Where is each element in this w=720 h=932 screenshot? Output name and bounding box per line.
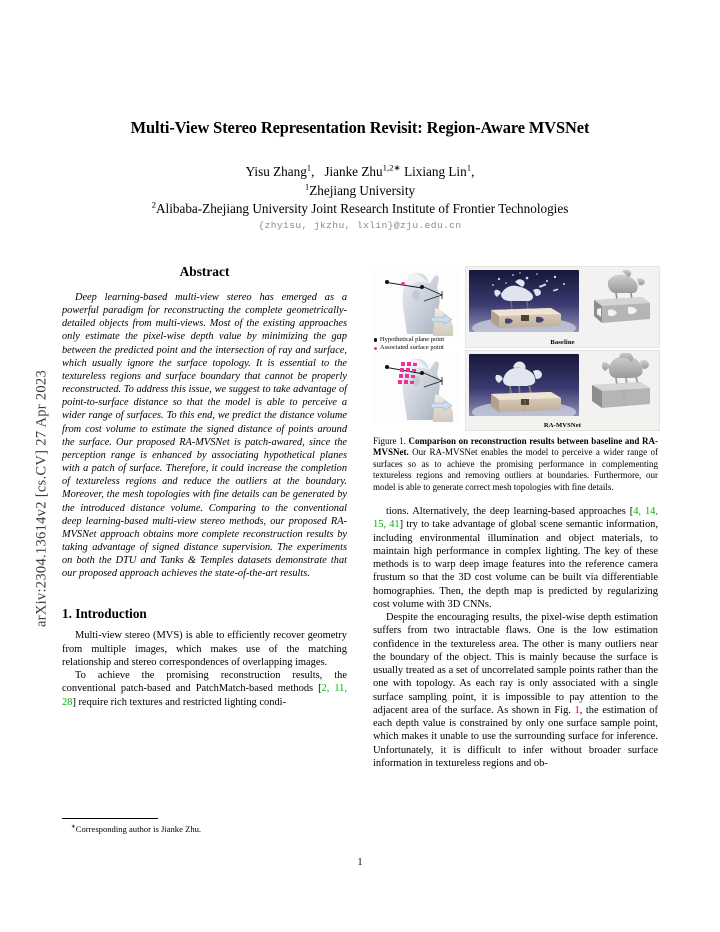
abstract-heading: Abstract <box>179 264 230 279</box>
author-jianke-zhu: Jianke Zhu <box>324 164 383 179</box>
surface-patch-point <box>400 368 404 372</box>
author-affil-marker-3: 1 <box>466 162 472 173</box>
legend-label-associated: Associated surface point <box>379 344 444 352</box>
mesh-panel-ramvsnet <box>373 352 461 424</box>
surface-patch-point <box>406 368 410 372</box>
figure-caption-body: Our RA-MVSNet enables the model to perceive a wider range of surfaces so as to achieve the promising performance in complementing textureless regions and removing outliers at boundaries. Furthermore, our model is able to generate correct mesh topologies with fine details. <box>373 447 659 492</box>
result-card-ramvsnet <box>465 350 660 431</box>
intro-p2-text-a: To achieve the promising reconstruction results, the conventional patch-based and PatchMatch-based methods [ <box>62 670 347 695</box>
ramvsnet-mesh-result <box>584 353 656 417</box>
figure-legend <box>374 336 474 352</box>
flow-arrow-bottom <box>431 400 453 411</box>
author-affil-marker-2: 1,2 <box>382 162 394 173</box>
author-block <box>60 163 660 219</box>
result-card-baseline <box>465 266 660 348</box>
figure-caption-number: Figure 1. <box>373 436 406 446</box>
page-number: 1 <box>357 857 363 868</box>
author-email: {zhyisu, jkzhu, lxlin}@zju.edu.cn <box>258 220 462 231</box>
panel-label-ramvsnet: RA-MVSNet <box>543 422 582 429</box>
left-column <box>62 264 347 709</box>
figure-1-image <box>373 264 658 429</box>
intro-paragraph-2 <box>62 669 347 709</box>
mesh-panel-baseline <box>373 266 461 338</box>
author-sep-1: , <box>311 164 315 179</box>
baseline-mesh-result <box>584 269 656 333</box>
surface-patch-point <box>404 380 408 384</box>
surface-patch-point <box>398 380 402 384</box>
figure-reference-link[interactable]: 1 <box>574 704 580 716</box>
intro-paragraph-4 <box>373 611 658 770</box>
abstract-text: Deep learning-based multi-view stereo has emerged as a powerful paradigm for reconstructing the complete geometrically-detailed objects from multi-views. Most of the existing approaches only estimate the pixel-wise depth value by minimizing the gap between the predicted point and the intersection of ray and surface, which usually ignore the surface topology. It is essential to the textureless regions and surface boundary that cannot be properly reconstructed. To address this issue, we suggest to take advantage of point-to-surface distance so that the model is able to perceive a wider range of surfaces. To this end, we predict the distance volume from cost volume to estimate the signed distance of points around the surface. Our proposed RA-MVSNet is patch-awared, since the perception range is enhanced by associating hypothetical planes with a patch of surface. Therefore, it could increase the completion of textureless regions and reduce the outliers at the boundary. Moreover, the mesh topologies with fine details can be generated by the introduced distance volume. Comparing to the conventional deep learning-based multi-view stereo methods, our proposed RA-MVSNet approach obtains more complete reconstruction results by taking advantage of signed distance supervision. The experiments on both the DTU and Tanks & Temples datasets demonstrate that our proposed approach achieves the state-of-the-art results. <box>62 292 347 580</box>
surface-patch-point <box>401 362 405 366</box>
author-sep-2: , <box>471 164 475 179</box>
introduction-heading: 1. Introduction <box>62 606 147 622</box>
surface-patch-point <box>407 362 411 366</box>
figure-1-caption <box>373 436 658 493</box>
camera-icon-bottom <box>423 372 445 388</box>
intro-p2-text-b: ] require rich textures and restricted lighting condi- <box>72 696 287 708</box>
legend-black-dot-icon <box>374 338 377 341</box>
legend-entry-hypothetical <box>374 336 474 344</box>
surface-patch-point <box>412 369 416 373</box>
footnote-label: Corresponding author is Jianke Zhu. <box>75 824 202 834</box>
intro-p4-text-b: , the estimation of each depth value is constrained by only one surface sample point, which makes it unable to use the surrounding surface for inference. Unfortunately, it is difficult to infer without broader surface information in textureless regions and ob- <box>373 704 658 769</box>
surface-patch-point <box>411 375 415 379</box>
surface-patch-point <box>410 381 414 385</box>
intro-p3-text-b: ] try to take advantage of global scene semantic information, including environmental illumination and object materials, to maintain high performance in complex lighting. The key of these methods is to warp deep image features into the reference camera frustum so that the 3D cost volume can be built via differentiable homographies. Then, the depth map is predicted by regularizing cost volume with 3D CNNs. <box>373 519 658 610</box>
affiliation-1-label: Zhejiang University <box>309 182 416 198</box>
ramvsnet-scene-reconstruction <box>469 354 579 416</box>
footnote-block <box>62 818 347 835</box>
camera-icon-top <box>423 286 445 302</box>
affiliation-marker-1: 1 <box>304 181 310 192</box>
intro-paragraph-3 <box>373 505 658 611</box>
intro-paragraph-1: Multi-view stereo (MVS) is able to efficiently recover geometry from multiple images, which makes use of the matching relationship and stereo correspondences of overlapping images. <box>62 630 347 668</box>
arxiv-stamp: arXiv:2304.13614v2 [cs.CV] 27 Apr 2023 <box>33 369 50 628</box>
intro-p3-text-a: tions. Alternatively, the deep learning-based approaches [ <box>386 506 634 518</box>
surface-patch-point <box>399 374 403 378</box>
footnote-rule <box>62 818 158 819</box>
horse-head-mesh-top <box>377 268 455 336</box>
surface-patch-point <box>405 374 409 378</box>
affiliation-2 <box>60 200 660 219</box>
baseline-scene-reconstruction <box>469 270 579 332</box>
affiliation-marker-2: 2 <box>151 199 157 210</box>
corresponding-author-marker: ∗ <box>393 162 401 173</box>
legend-label-hypothetical: Hypothetical plane point <box>379 336 445 343</box>
intro-p4-text-a: Despite the encouraging results, the pixel-wise depth estimation suffers from two intractable flaws. One is the low estimation confidence in the textureless area. The other is many outliers near the boundary of the object. This is mainly because the surface is usually treated as a set of uncorrelated sample points rather than the one with topology. As each ray is only associated with a single surface sampling point, it is impossible to pay attention to the adjacent area of the surface. As shown in Fig. <box>373 612 658 716</box>
page-title: Multi-View Stereo Representation Revisit: Region-Aware MVSNet <box>130 118 590 137</box>
surface-patch-point <box>413 363 417 367</box>
author-affil-marker: 1 <box>306 162 312 173</box>
legend-magenta-dot-icon <box>374 347 377 350</box>
figure-caption-bold: Comparison on reconstruction results between baseline and RA-MVSNet. <box>373 436 659 458</box>
author-yisu-zhang: Yisu Zhang <box>245 164 307 179</box>
footnote-text <box>62 824 347 835</box>
footnote-marker: ∗ <box>71 824 76 831</box>
author-lixiang-lin: Lixiang Lin <box>404 164 467 179</box>
flow-arrow-top <box>431 314 453 325</box>
affiliation-2-label: Alibaba-Zhejiang University Joint Research Institute of Frontier Technologies <box>156 201 569 216</box>
citation-link-group-2[interactable]: 4, 14, 15, 41 <box>373 506 659 531</box>
panel-label-baseline: Baseline <box>550 339 575 346</box>
author-names-line <box>60 163 660 182</box>
figure-1 <box>373 264 658 770</box>
citation-link-group-1[interactable]: 2, 11, 28 <box>62 683 347 708</box>
right-column-body <box>373 505 658 770</box>
affiliation-1 <box>60 182 660 201</box>
